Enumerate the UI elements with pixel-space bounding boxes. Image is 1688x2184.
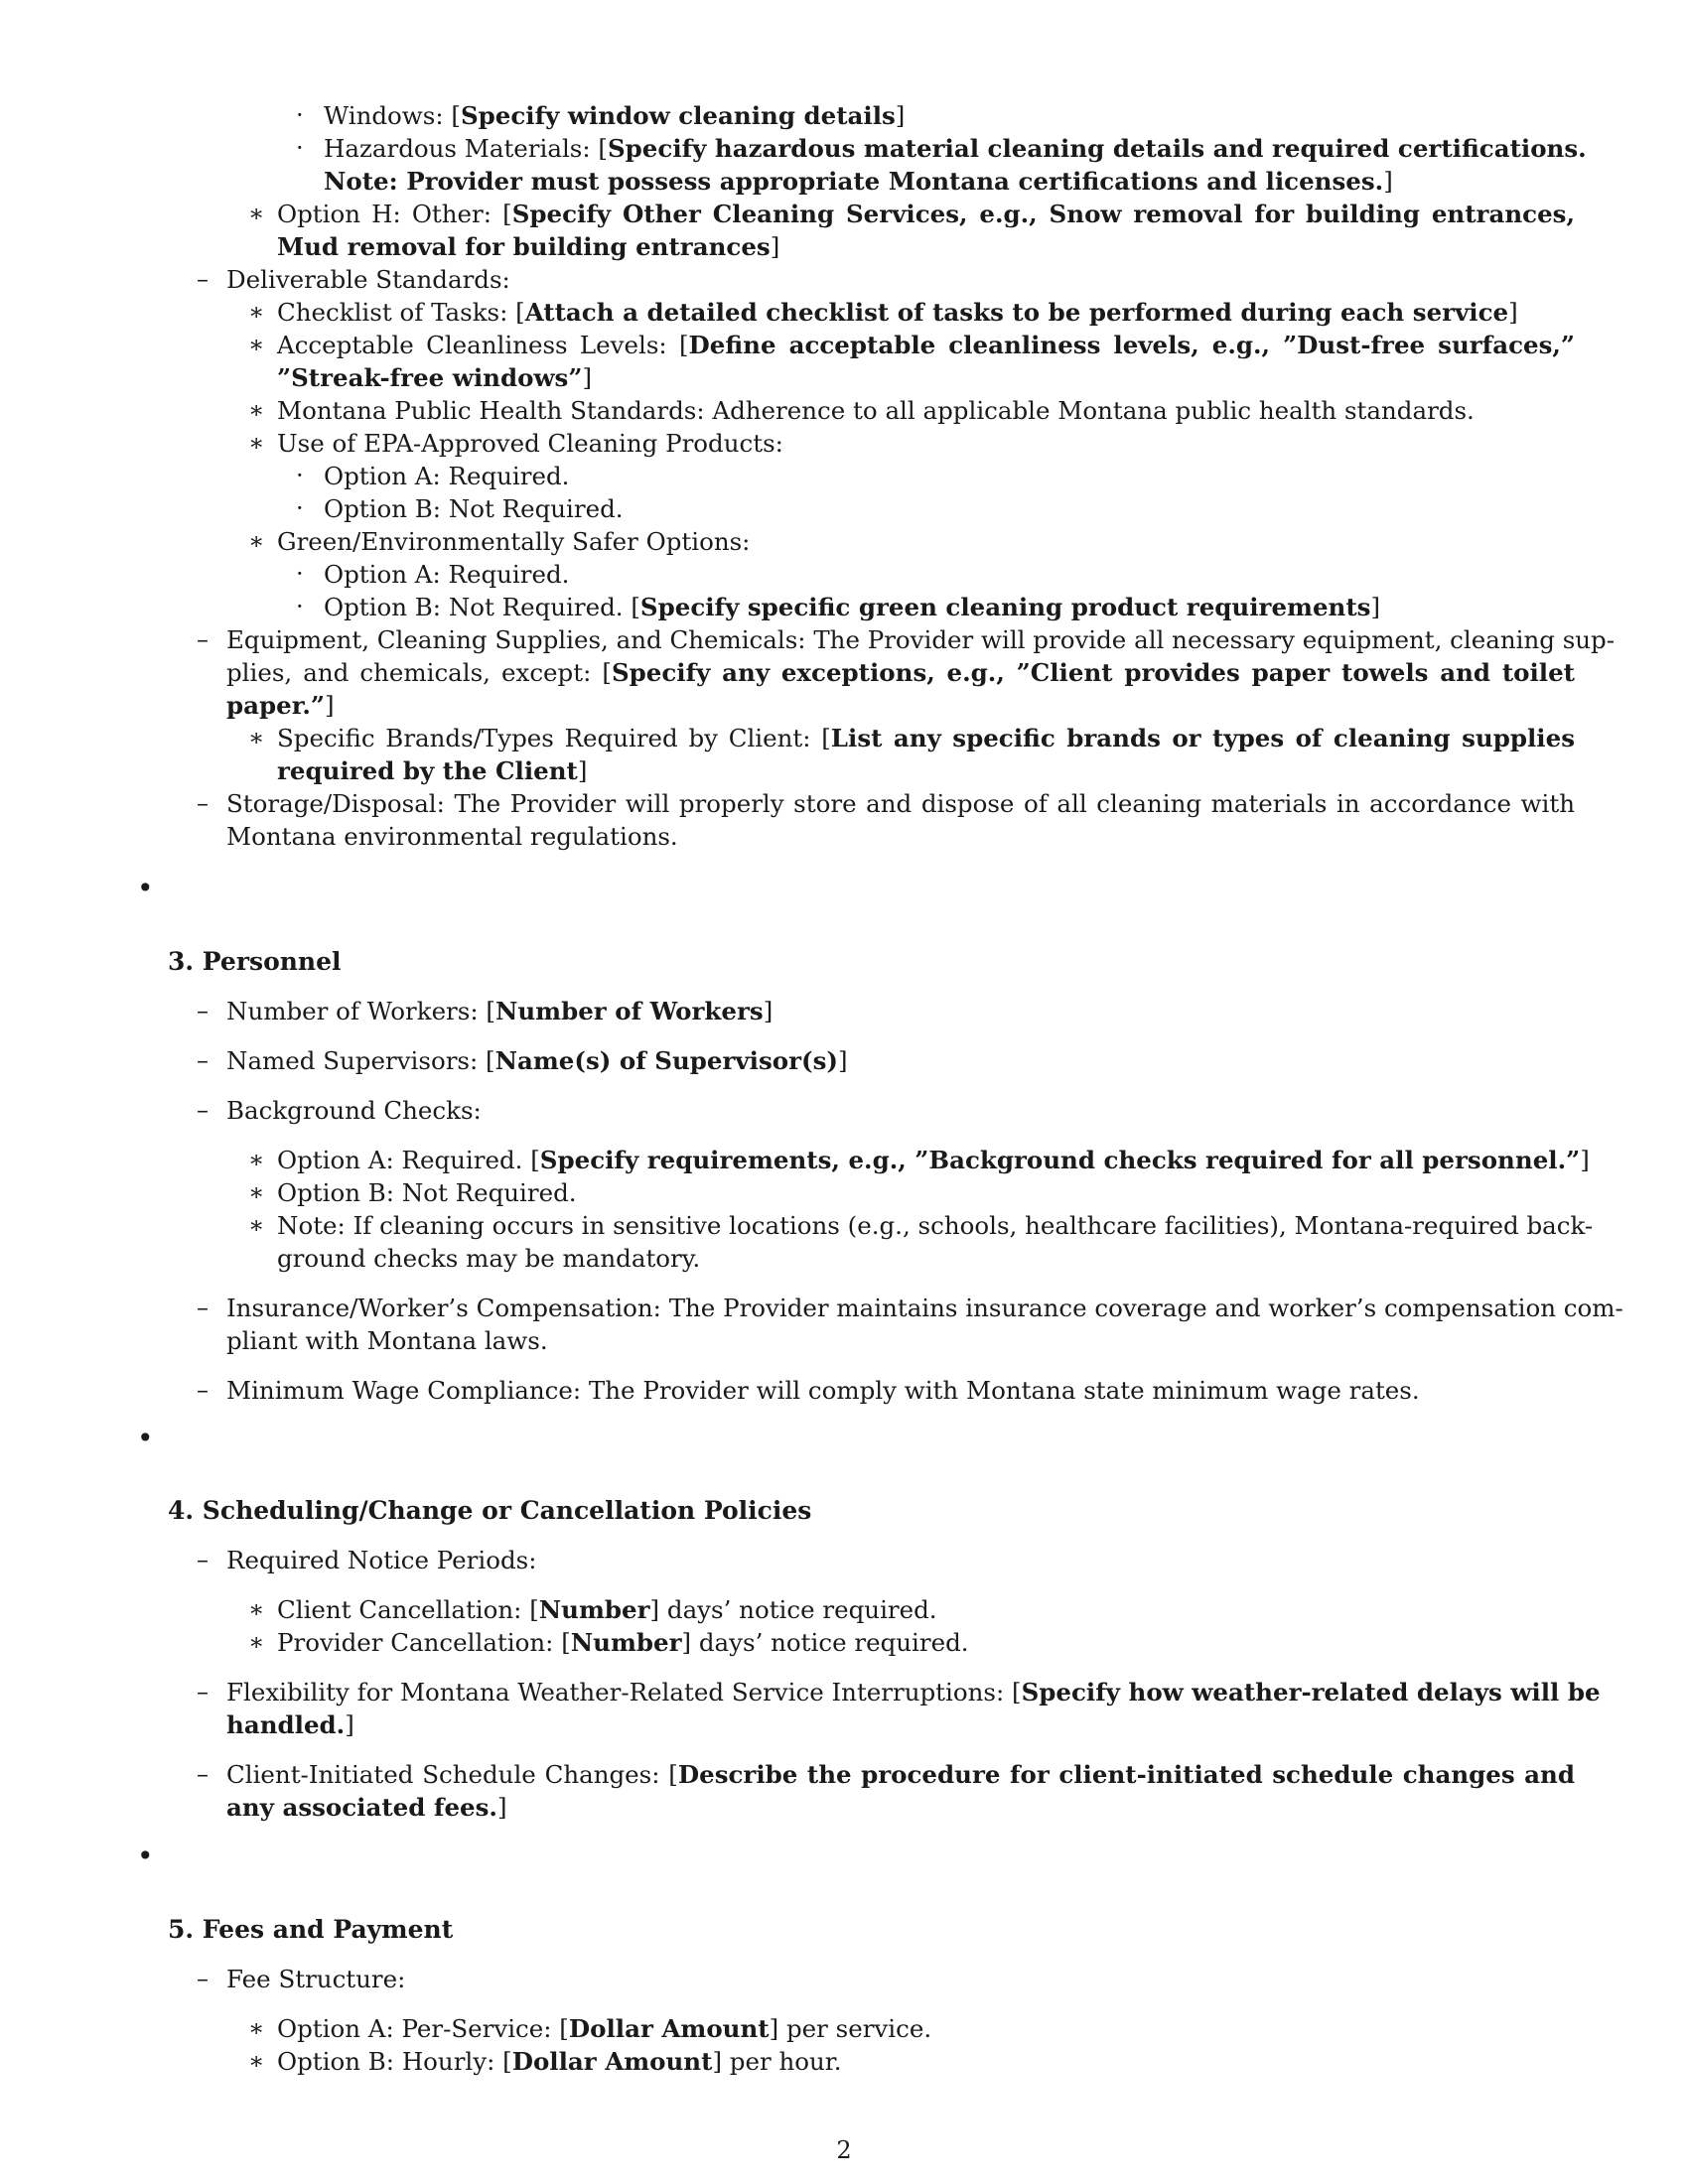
list-marker-dash: – [197, 1294, 209, 1321]
list-item-continuation: Mud removal for building entrances] [277, 232, 780, 261]
list-item-continuation: any associated fees.] [226, 1793, 507, 1822]
section-heading-fees: 5. Fees and Payment [168, 1915, 454, 1944]
list-item: Named Supervisors: [Name(s) of Supervisor(s)] [226, 1046, 848, 1075]
list-item: Insurance/Worker’s Compensation: The Provider maintains insurance coverage and worker’s compensation com- [226, 1294, 1623, 1322]
list-item-continuation: plies, and chemicals, except: [Specify any exceptions, e.g., ”Client provides paper towels and toilet [226, 658, 1576, 687]
list-marker-star: ∗ [248, 331, 265, 358]
list-item: Windows: [Specify window cleaning details] [324, 101, 906, 130]
list-item: Green/Environmentally Safer Options: [277, 527, 751, 556]
list-item-continuation: Montana environmental regulations. [226, 822, 678, 851]
list-marker-star: ∗ [248, 1628, 265, 1656]
list-item-continuation: pliant with Montana laws. [226, 1326, 548, 1355]
list-marker-star: ∗ [248, 724, 265, 751]
list-item: Option A: Required. [324, 560, 570, 589]
list-marker-star: ∗ [248, 1595, 265, 1623]
list-marker-dot: · [296, 560, 304, 588]
list-item-continuation: required by the Client] [277, 756, 588, 785]
list-marker-dash: – [197, 997, 209, 1024]
list-item: Minimum Wage Compliance: The Provider will comply with Montana state minimum wage rates. [226, 1376, 1420, 1405]
list-item: Option A: Required. [324, 462, 570, 490]
list-item: Flexibility for Montana Weather-Related Service Interruptions: [Specify how weather-related delays will be [226, 1678, 1601, 1706]
list-item: Background Checks: [226, 1096, 482, 1125]
list-item: Client Cancellation: [Number] days’ notice required. [277, 1595, 937, 1624]
list-item: Storage/Disposal: The Provider will properly store and dispose of all cleaning materials in accordance with [226, 789, 1575, 818]
section-heading-personnel: 3. Personnel [168, 947, 342, 976]
list-marker-dash: – [197, 1678, 209, 1706]
list-item: Specific Brands/Types Required by Client: [List any specific brands or types of cleaning supplies [277, 724, 1576, 752]
list-item: Option A: Required. [Specify requirements, e.g., ”Background checks required for all personnel.”] [277, 1146, 1590, 1174]
list-marker-star: ∗ [248, 1178, 265, 1206]
list-marker-dash: – [197, 1965, 209, 1992]
list-item: Client-Initiated Schedule Changes: [Describe the procedure for client-initiated schedule changes and [226, 1760, 1576, 1789]
list-item: Option H: Other: [Specify Other Cleaning Services, e.g., Snow removal for building entrances, [277, 200, 1575, 228]
list-marker-star: ∗ [248, 200, 265, 227]
list-marker-dot: · [296, 134, 304, 162]
list-item-continuation: paper.”] [226, 691, 335, 720]
list-marker-dash: – [197, 1760, 209, 1788]
list-marker-dot: · [296, 101, 304, 129]
list-item: Note: If cleaning occurs in sensitive locations (e.g., schools, healthcare facilities), Montana-required back- [277, 1211, 1594, 1240]
list-marker-dot: · [296, 593, 304, 620]
list-item: Option B: Hourly: [Dollar Amount] per hour. [277, 2047, 842, 2076]
list-item: Equipment, Cleaning Supplies, and Chemicals: The Provider will provide all necessary equipment, cleaning sup- [226, 625, 1616, 654]
list-item: Option B: Not Required. [Specify specific green cleaning product requirements] [324, 593, 1381, 621]
outer-bullet: • [137, 872, 154, 904]
list-marker-dash: – [197, 1096, 209, 1124]
list-marker-dash: – [197, 265, 209, 293]
list-marker-dash: – [197, 625, 209, 653]
list-marker-star: ∗ [248, 527, 265, 555]
list-item: Hazardous Materials: [Specify hazardous material cleaning details and required certifications. [324, 134, 1587, 163]
list-marker-star: ∗ [248, 1146, 265, 1173]
list-marker-star: ∗ [248, 396, 265, 424]
list-marker-dash: – [197, 1376, 209, 1404]
list-item: Provider Cancellation: [Number] days’ notice required. [277, 1628, 969, 1657]
list-item: Montana Public Health Standards: Adherence to all applicable Montana public health standards. [277, 396, 1475, 425]
list-marker-star: ∗ [248, 298, 265, 326]
list-marker-star: ∗ [248, 429, 265, 457]
outer-bullet: • [137, 1840, 154, 1872]
list-marker-star: ∗ [248, 1211, 265, 1239]
list-marker-star: ∗ [248, 2047, 265, 2075]
list-item: Acceptable Cleanliness Levels: [Define acceptable cleanliness levels, e.g., ”Dust-free surfaces,” [277, 331, 1576, 359]
outer-bullet: • [137, 1422, 154, 1454]
list-marker-star: ∗ [248, 2014, 265, 2042]
list-item: Option B: Not Required. [324, 494, 624, 523]
list-marker-dot: · [296, 494, 304, 522]
list-item: Checklist of Tasks: [Attach a detailed checklist of tasks to be performed during each service] [277, 298, 1518, 327]
list-item: Option A: Per-Service: [Dollar Amount] per service. [277, 2014, 932, 2043]
list-marker-dash: – [197, 1046, 209, 1074]
list-item-continuation: ground checks may be mandatory. [277, 1244, 701, 1273]
list-item: Use of EPA-Approved Cleaning Products: [277, 429, 783, 458]
list-item-continuation: Note: Provider must possess appropriate Montana certifications and licenses.] [324, 167, 1393, 196]
list-marker-dot: · [296, 462, 304, 489]
list-item-continuation: ”Streak-free windows”] [277, 363, 592, 392]
list-item: Option B: Not Required. [277, 1178, 577, 1207]
list-item: Fee Structure: [226, 1965, 406, 1993]
list-marker-dash: – [197, 1546, 209, 1573]
list-item-continuation: handled.] [226, 1710, 354, 1739]
list-marker-dash: – [197, 789, 209, 817]
list-item: Number of Workers: [Number of Workers] [226, 997, 774, 1025]
list-item: Deliverable Standards: [226, 265, 510, 294]
list-item: Required Notice Periods: [226, 1546, 537, 1574]
page-number: 2 [836, 2136, 852, 2164]
section-heading-scheduling: 4. Scheduling/Change or Cancellation Policies [168, 1496, 812, 1525]
